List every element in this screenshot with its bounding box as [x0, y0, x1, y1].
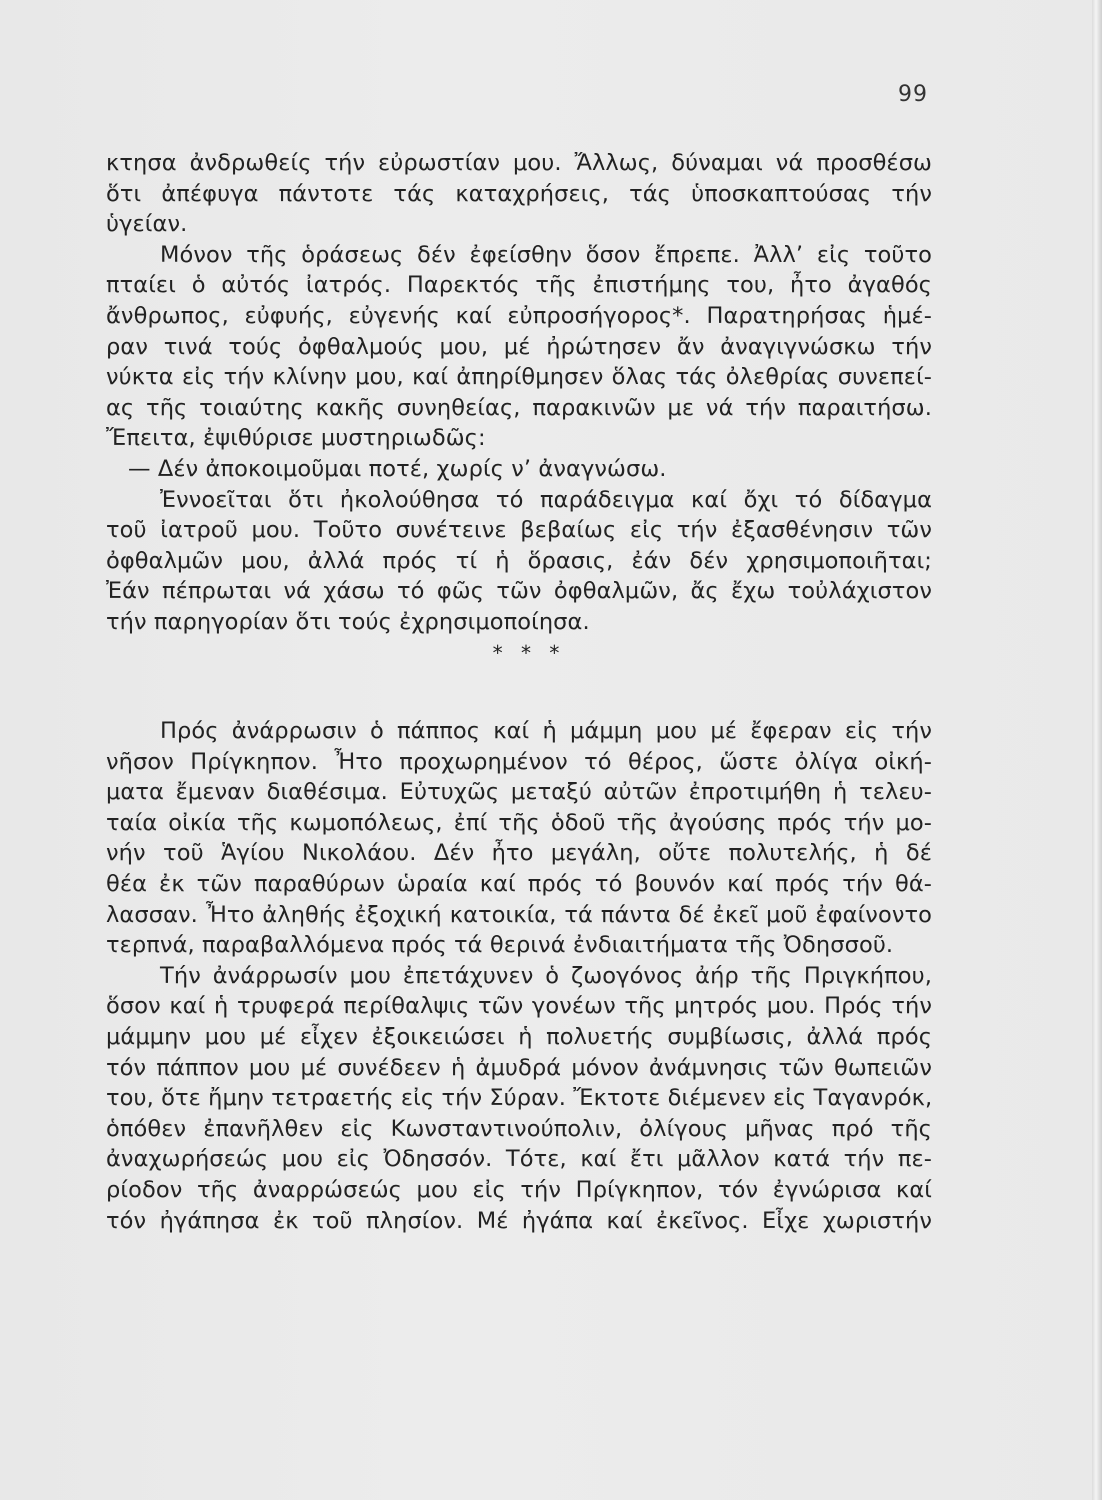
text-line: τερπνά, παραβαλλόμενα πρός τά θερινά ἐνδιαιτήματα τῆς Ὀδησσοῦ.: [106, 932, 894, 959]
section-separator: * * *: [492, 640, 566, 665]
text-line: ὑγείαν.: [106, 211, 188, 238]
text-line: ὅτι ἀπέφυγα πάντοτε τάς καταχρήσεις, τάς ὑποσκαπτούσας τήν: [106, 180, 932, 207]
text-line: ματα ἔμεναν διαθέσιμα. Εὐτυχῶς μεταξύ αὐτῶν ἐπροτιμήθη ἡ τελευ-: [106, 779, 932, 806]
page-number: 99: [898, 82, 928, 107]
dialog-line: — Δέν ἀποκοιμοῦμαι ποτέ, χωρίς ν’ ἀναγνώσω.: [128, 455, 667, 482]
text-line: ἀναχωρήσεώς μου εἰς Ὀδησσόν. Τότε, καί ἔτι μᾶλλον κατά τήν πε-: [106, 1146, 932, 1173]
text-line: Ἔπειτα, ἐψιθύρισε μυστηριωδῶς:: [106, 425, 486, 452]
text-line: ρίοδον τῆς ἀναρρώσεώς μου εἰς τήν Πρίγκηπον, τόν ἐγνώρισα καί: [106, 1177, 932, 1203]
text-line: θέα ἐκ τῶν παραθύρων ὡραία καί πρός τό βουνόν καί πρός τήν θά-: [106, 871, 932, 898]
text-line: τήν παρηγορίαν ὅτι τούς ἐχρησιμοποίησα.: [106, 608, 590, 635]
page-edge: [1092, 0, 1102, 1500]
text-line: Ἐάν πέπρωται νά χάσω τό φῶς τῶν ὀφθαλμῶν, ἄς ἔχω τοὐλάχιστον: [106, 578, 932, 605]
text-line: τόν ἠγάπησα ἐκ τοῦ πλησίον. Μέ ἠγάπα καί ἐκεῖνος. Εἶχε χωριστήν: [106, 1207, 932, 1234]
text-line: ραν τινά τούς ὀφθαλμούς μου, μέ ἠρώτησεν ἄν ἀναγιγνώσκω τήν: [106, 333, 932, 360]
text-line: νύκτα εἰς τήν κλίνην μου, καί ἀπηρίθμησεν ὅλας τάς ὀλεθρίας συνεπεί-: [106, 364, 932, 391]
text-line: ας τῆς τοιαύτης κακῆς συνηθείας, παρακινῶν με νά τήν παραιτήσω.: [106, 394, 932, 421]
text-line: Τήν ἀνάρρωσίν μου ἐπετάχυνεν ὁ ζωογόνος ἀήρ τῆς Πριγκήπου,: [160, 962, 932, 989]
text-line: ταία οἰκία τῆς κωμοπόλεως, ἐπί τῆς ὁδοῦ τῆς ἀγούσης πρός τήν μο-: [106, 809, 932, 836]
text-line: κτησα ἀνδρωθείς τήν εὐρωστίαν μου. Ἄλλως, δύναμαι νά προσθέσω: [106, 150, 932, 176]
text-line: μάμμην μου μέ εἶχεν ἐξοικειώσει ἡ πολυετής συμβίωσις, ἀλλά πρός: [106, 1024, 932, 1051]
text-line: πταίει ὁ αὐτός ἰατρός. Παρεκτός τῆς ἐπιστήμης του, ἦτο ἀγαθός: [106, 272, 932, 299]
text-line: λασσαν. Ἦτο ἀληθής ἐξοχική κατοικία, τά πάντα δέ ἐκεῖ μοῦ ἐφαίνοντο: [106, 901, 932, 928]
text-line: Ἐννοεῖται ὅτι ἠκολούθησα τό παράδειγμα καί ὄχι τό δίδαγμα: [160, 486, 932, 513]
text-line: νῆσον Πρίγκηπον. Ἦτο προχωρημένον τό θέρος, ὥστε ὀλίγα οἰκή-: [106, 748, 932, 775]
text-line: ὁπόθεν ἐπανῆλθεν εἰς Κωνσταντινούπολιν, ὀλίγους μῆνας πρό τῆς: [106, 1115, 932, 1142]
text-line: ἄνθρωπος, εὐφυής, εὐγενής καί εὐπροσήγορος*. Παρατηρήσας ἡμέ-: [106, 302, 932, 329]
text-line: του, ὅτε ἤμην τετραετής εἰς τήν Σύραν. Ἔκτοτε διέμενεν εἰς Ταγανρόκ,: [106, 1085, 933, 1112]
text-line: Πρός ἀνάρρωσιν ὁ πάππος καί ἡ μάμμη μου μέ ἔφεραν εἰς τήν: [160, 718, 932, 745]
text-line: ὀφθαλμῶν μου, ἀλλά πρός τί ἡ ὅρασις, ἐάν δέν χρησιμοποιῆται;: [106, 547, 932, 574]
section-gap: [106, 668, 932, 716]
text-line: νήν τοῦ Ἁγίου Νικολάου. Δέν ἦτο μεγάλη, οὔτε πολυτελής, ἡ δέ: [106, 840, 932, 867]
text-line: ὅσον καί ἡ τρυφερά περίθαλψις τῶν γονέων τῆς μητρός μου. Πρός τήν: [106, 993, 932, 1020]
body-text: [106, 148, 932, 1236]
text-line: τοῦ ἰατροῦ μου. Τοῦτο συνέτεινε βεβαίως εἰς τήν ἐξασθένησιν τῶν: [106, 517, 932, 544]
text-line: Μόνον τῆς ὁράσεως δέν ἐφείσθην ὅσον ἔπρεπε. Ἀλλ’ εἰς τοῦτο: [160, 241, 932, 268]
text-line: τόν πάππον μου μέ συνέδεεν ἡ ἀμυδρά μόνον ἀνάμνησις τῶν θωπειῶν: [106, 1054, 932, 1081]
